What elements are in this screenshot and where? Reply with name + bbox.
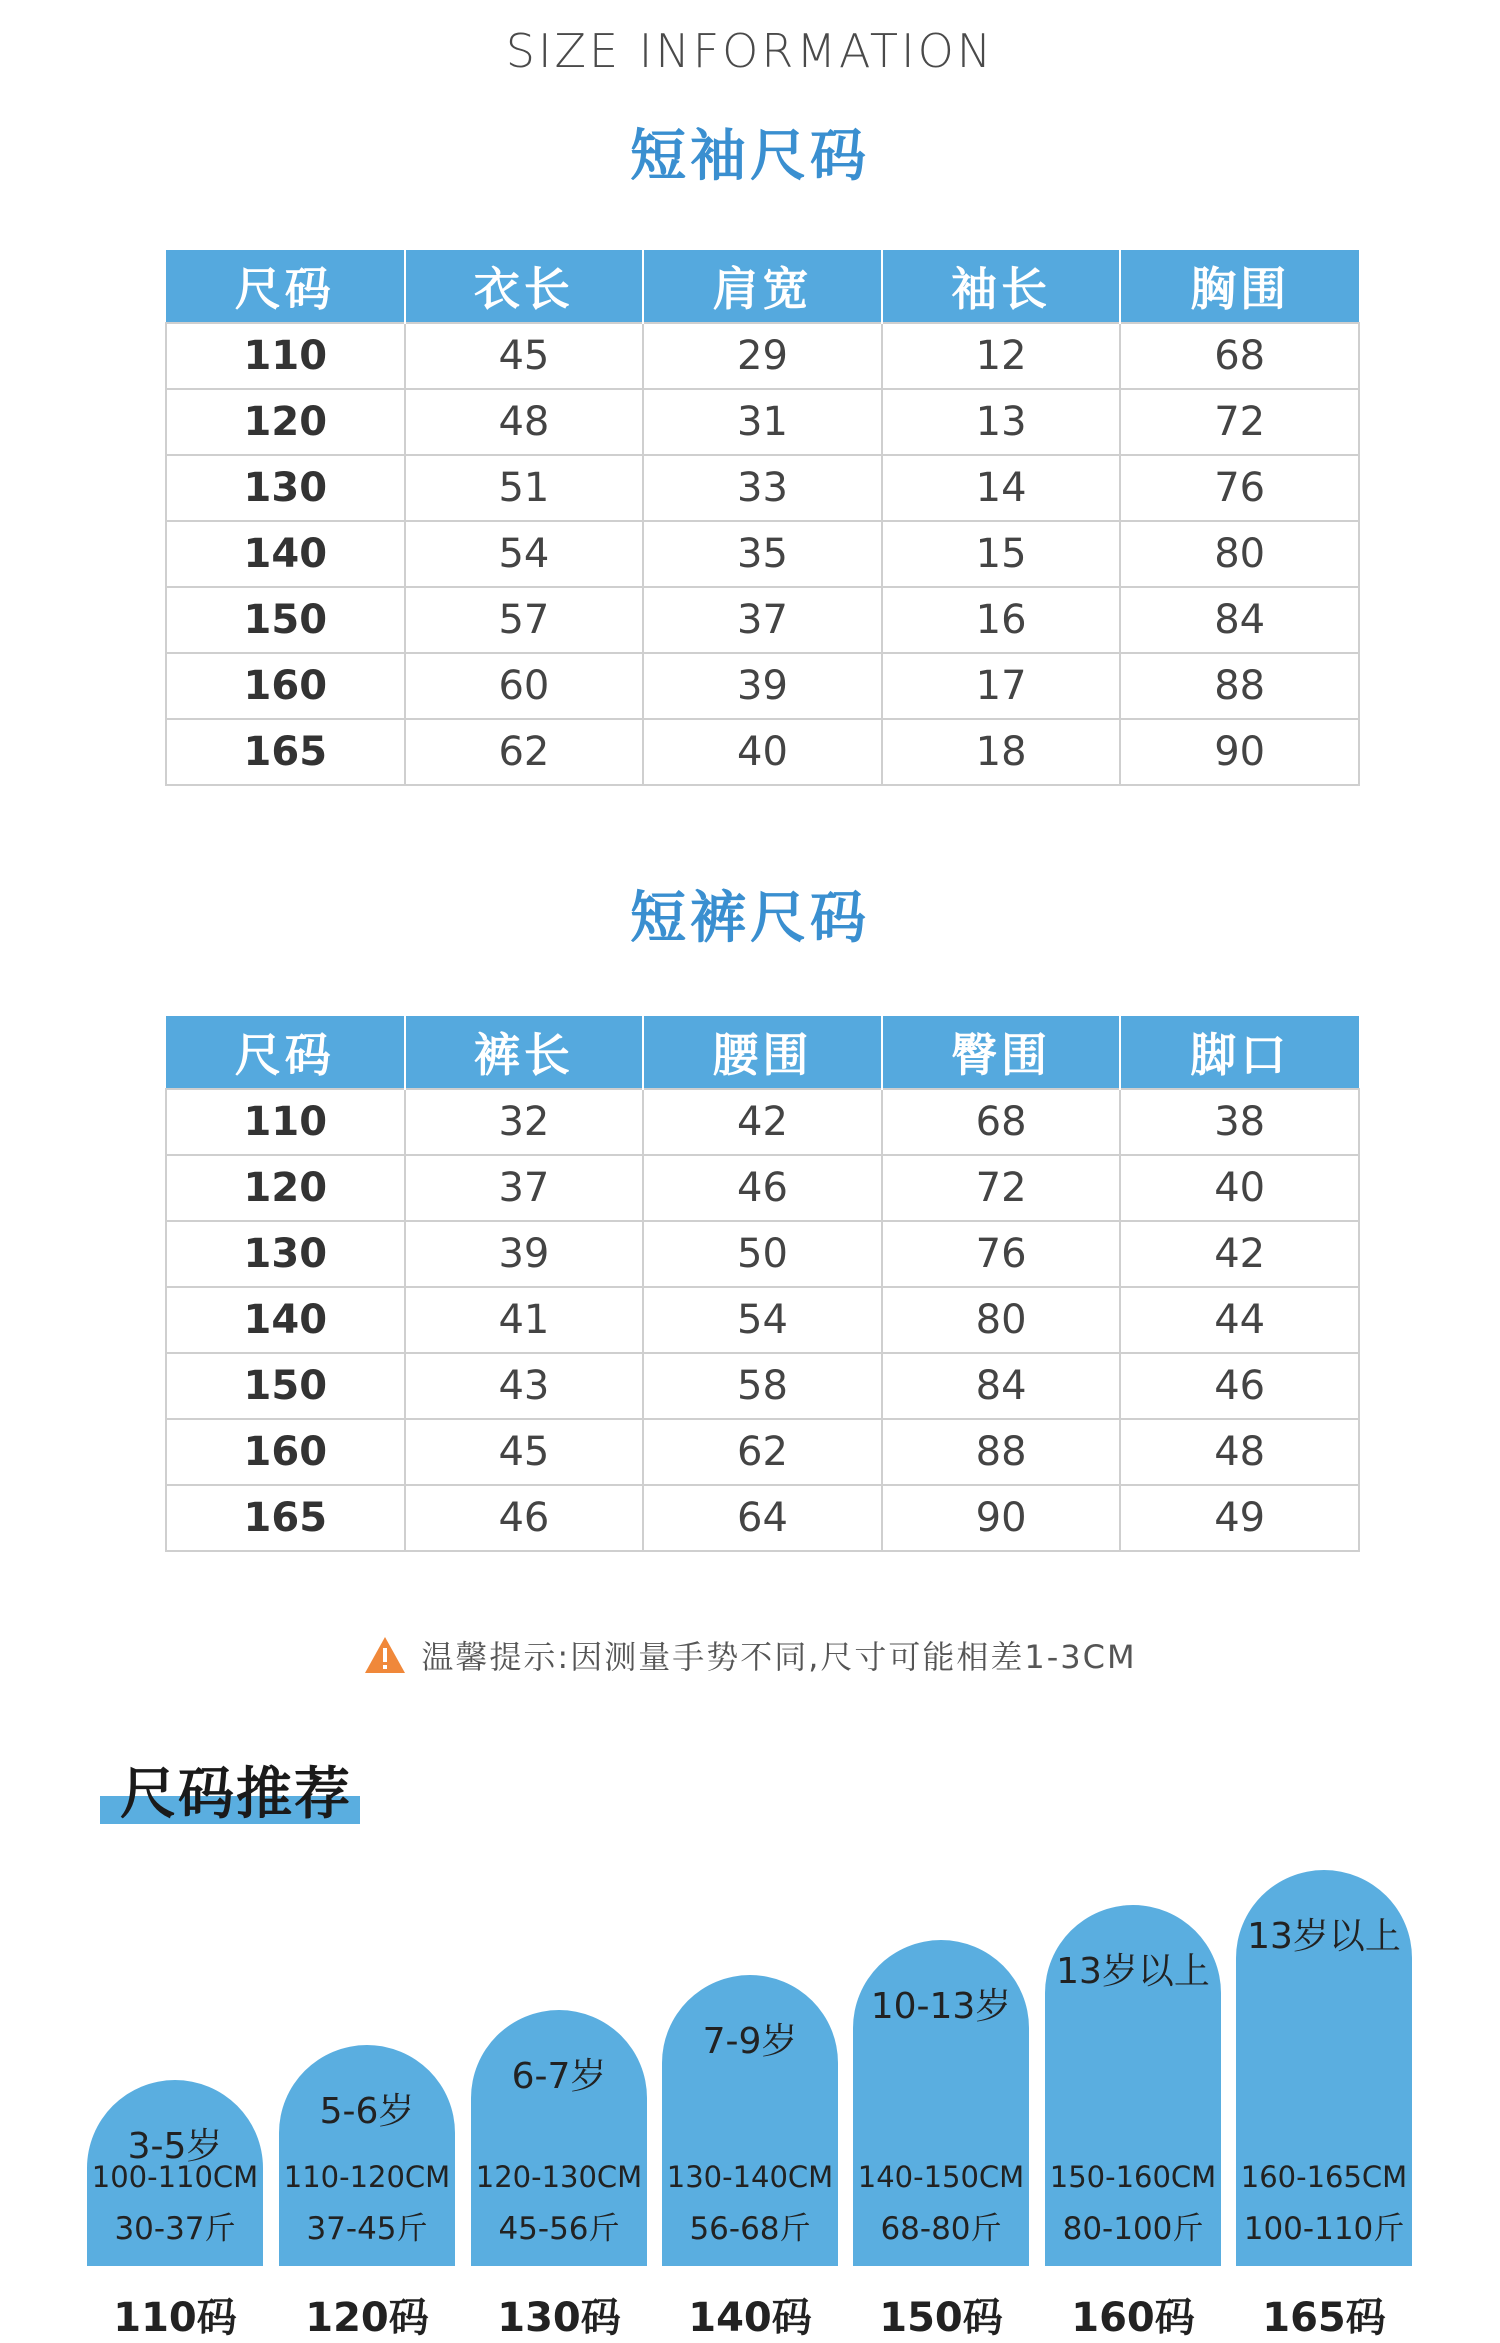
measure-cell: 37 xyxy=(405,1155,644,1221)
measure-cell: 40 xyxy=(1120,1155,1359,1221)
measure-cell: 44 xyxy=(1120,1287,1359,1353)
measure-cell: 40 xyxy=(643,719,882,785)
column-header: 臀围 xyxy=(882,1016,1121,1089)
table-header-row xyxy=(166,1016,1359,1089)
column-header: 肩宽 xyxy=(643,250,882,323)
measure-cell: 43 xyxy=(405,1353,644,1419)
recommend-size-code: 150码 xyxy=(879,2295,1003,2341)
size-cell: 120 xyxy=(166,389,405,455)
column-header: 脚口 xyxy=(1120,1016,1359,1089)
measure-cell: 45 xyxy=(405,1419,644,1485)
measure-cell: 68 xyxy=(1120,323,1359,389)
size-cell: 165 xyxy=(166,719,405,785)
measure-cell: 13 xyxy=(882,389,1121,455)
table-row xyxy=(166,389,1359,455)
height-range: 130-140CM xyxy=(666,2160,834,2194)
measure-cell: 58 xyxy=(643,1353,882,1419)
measure-cell: 76 xyxy=(1120,455,1359,521)
measure-cell: 35 xyxy=(643,521,882,587)
measure-cell: 48 xyxy=(405,389,644,455)
age-label: 13岁以上 xyxy=(1056,1951,1210,1992)
tops-size-table xyxy=(165,250,1360,786)
table-row xyxy=(166,1353,1359,1419)
height-range: 110-120CM xyxy=(283,2160,451,2194)
recommend-arch xyxy=(1045,1905,1221,2266)
height-range: 140-150CM xyxy=(857,2160,1025,2194)
measure-cell: 54 xyxy=(643,1287,882,1353)
size-cell: 150 xyxy=(166,1353,405,1419)
measure-cell: 90 xyxy=(882,1485,1121,1551)
size-cell: 165 xyxy=(166,1485,405,1551)
weight-range: 30-37斤 xyxy=(114,2211,236,2247)
height-range: 160-165CM xyxy=(1240,2160,1408,2194)
measure-cell: 39 xyxy=(643,653,882,719)
measurement-tip xyxy=(0,1632,1500,1683)
measure-cell: 84 xyxy=(1120,587,1359,653)
measure-cell: 72 xyxy=(1120,389,1359,455)
weight-range: 100-110斤 xyxy=(1243,2211,1405,2247)
measure-cell: 80 xyxy=(1120,521,1359,587)
shorts-size-title: 短裤尺码 xyxy=(630,886,870,951)
recommend-size-code: 130码 xyxy=(497,2295,621,2341)
table-row xyxy=(166,1155,1359,1221)
column-header: 腰围 xyxy=(643,1016,882,1089)
measure-cell: 90 xyxy=(1120,719,1359,785)
recommend-arch xyxy=(1236,1870,1412,2266)
measure-cell: 72 xyxy=(882,1155,1121,1221)
recommend-arch xyxy=(662,1975,838,2266)
recommend-size-code: 160码 xyxy=(1071,2295,1195,2341)
measure-cell: 42 xyxy=(643,1089,882,1155)
measure-cell: 39 xyxy=(405,1221,644,1287)
height-range: 150-160CM xyxy=(1049,2160,1217,2194)
tops-size-title: 短袖尺码 xyxy=(630,124,870,189)
measure-cell: 51 xyxy=(405,455,644,521)
age-label: 10-13岁 xyxy=(870,1986,1012,2027)
recommend-size-code: 140码 xyxy=(688,2295,812,2341)
weight-range: 68-80斤 xyxy=(880,2211,1002,2247)
weight-range: 56-68斤 xyxy=(689,2211,811,2247)
measure-cell: 46 xyxy=(643,1155,882,1221)
size-cell: 110 xyxy=(166,1089,405,1155)
measure-cell: 14 xyxy=(882,455,1121,521)
recommend-arch xyxy=(87,2080,263,2266)
measure-cell: 38 xyxy=(1120,1089,1359,1155)
recommend-arch xyxy=(471,2010,647,2266)
height-range: 120-130CM xyxy=(475,2160,643,2194)
recommend-arch xyxy=(279,2045,455,2266)
shorts-size-table xyxy=(165,1016,1360,1552)
table-row xyxy=(166,653,1359,719)
measure-cell: 88 xyxy=(882,1419,1121,1485)
size-cell: 160 xyxy=(166,653,405,719)
table-row xyxy=(166,1221,1359,1287)
size-recommend-title: 尺码推荐 xyxy=(120,1762,352,1827)
measure-cell: 16 xyxy=(882,587,1121,653)
measure-cell: 57 xyxy=(405,587,644,653)
measure-cell: 80 xyxy=(882,1287,1121,1353)
table-row xyxy=(166,719,1359,785)
size-cell: 160 xyxy=(166,1419,405,1485)
table-row xyxy=(166,587,1359,653)
table-header-row xyxy=(166,250,1359,323)
age-label: 5-6岁 xyxy=(319,2091,415,2132)
column-header: 袖长 xyxy=(882,250,1121,323)
table-row xyxy=(166,323,1359,389)
measure-cell: 84 xyxy=(882,1353,1121,1419)
table-row xyxy=(166,1089,1359,1155)
weight-range: 37-45斤 xyxy=(306,2211,428,2247)
weight-range: 80-100斤 xyxy=(1062,2211,1204,2247)
measure-cell: 29 xyxy=(643,323,882,389)
table-row xyxy=(166,1287,1359,1353)
measure-cell: 46 xyxy=(405,1485,644,1551)
size-cell: 140 xyxy=(166,1287,405,1353)
measure-cell: 88 xyxy=(1120,653,1359,719)
size-cell: 130 xyxy=(166,1221,405,1287)
measure-cell: 60 xyxy=(405,653,644,719)
column-header: 衣长 xyxy=(405,250,644,323)
column-header: 胸围 xyxy=(1120,250,1359,323)
age-label: 3-5岁 xyxy=(127,2126,223,2167)
recommend-arch xyxy=(853,1940,1029,2266)
measure-cell: 54 xyxy=(405,521,644,587)
size-recommend-heading xyxy=(100,1750,360,1830)
measure-cell: 48 xyxy=(1120,1419,1359,1485)
tip-text: 温馨提示:因测量手势不同,尺寸可能相差1-3CM xyxy=(421,1638,1137,1676)
measure-cell: 17 xyxy=(882,653,1121,719)
table-row xyxy=(166,1485,1359,1551)
column-header: 尺码 xyxy=(166,250,405,323)
recommend-size-code: 120码 xyxy=(305,2295,429,2341)
measure-cell: 49 xyxy=(1120,1485,1359,1551)
measure-cell: 18 xyxy=(882,719,1121,785)
measure-cell: 41 xyxy=(405,1287,644,1353)
measure-cell: 15 xyxy=(882,521,1121,587)
weight-range: 45-56斤 xyxy=(498,2211,620,2247)
measure-cell: 12 xyxy=(882,323,1121,389)
page-title-en: SIZE INFORMATION xyxy=(505,24,995,78)
measure-cell: 45 xyxy=(405,323,644,389)
age-label: 6-7岁 xyxy=(511,2056,607,2097)
measure-cell: 33 xyxy=(643,455,882,521)
size-cell: 110 xyxy=(166,323,405,389)
measure-cell: 46 xyxy=(1120,1353,1359,1419)
column-header: 裤长 xyxy=(405,1016,644,1089)
column-header: 尺码 xyxy=(166,1016,405,1089)
measure-cell: 37 xyxy=(643,587,882,653)
measure-cell: 68 xyxy=(882,1089,1121,1155)
measure-cell: 31 xyxy=(643,389,882,455)
measure-cell: 42 xyxy=(1120,1221,1359,1287)
size-cell: 150 xyxy=(166,587,405,653)
measure-cell: 64 xyxy=(643,1485,882,1551)
size-cell: 140 xyxy=(166,521,405,587)
measure-cell: 76 xyxy=(882,1221,1121,1287)
size-cell: 120 xyxy=(166,1155,405,1221)
table-row xyxy=(166,1419,1359,1485)
recommend-size-code: 110码 xyxy=(113,2295,237,2341)
measure-cell: 62 xyxy=(405,719,644,785)
age-label: 7-9岁 xyxy=(702,2021,798,2062)
measure-cell: 32 xyxy=(405,1089,644,1155)
warning-icon xyxy=(363,1635,407,1683)
table-row xyxy=(166,455,1359,521)
table-row xyxy=(166,521,1359,587)
recommend-size-code: 165码 xyxy=(1262,2295,1386,2341)
measure-cell: 50 xyxy=(643,1221,882,1287)
height-range: 100-110CM xyxy=(91,2160,259,2194)
measure-cell: 62 xyxy=(643,1419,882,1485)
age-label: 13岁以上 xyxy=(1247,1916,1401,1957)
size-cell: 130 xyxy=(166,455,405,521)
